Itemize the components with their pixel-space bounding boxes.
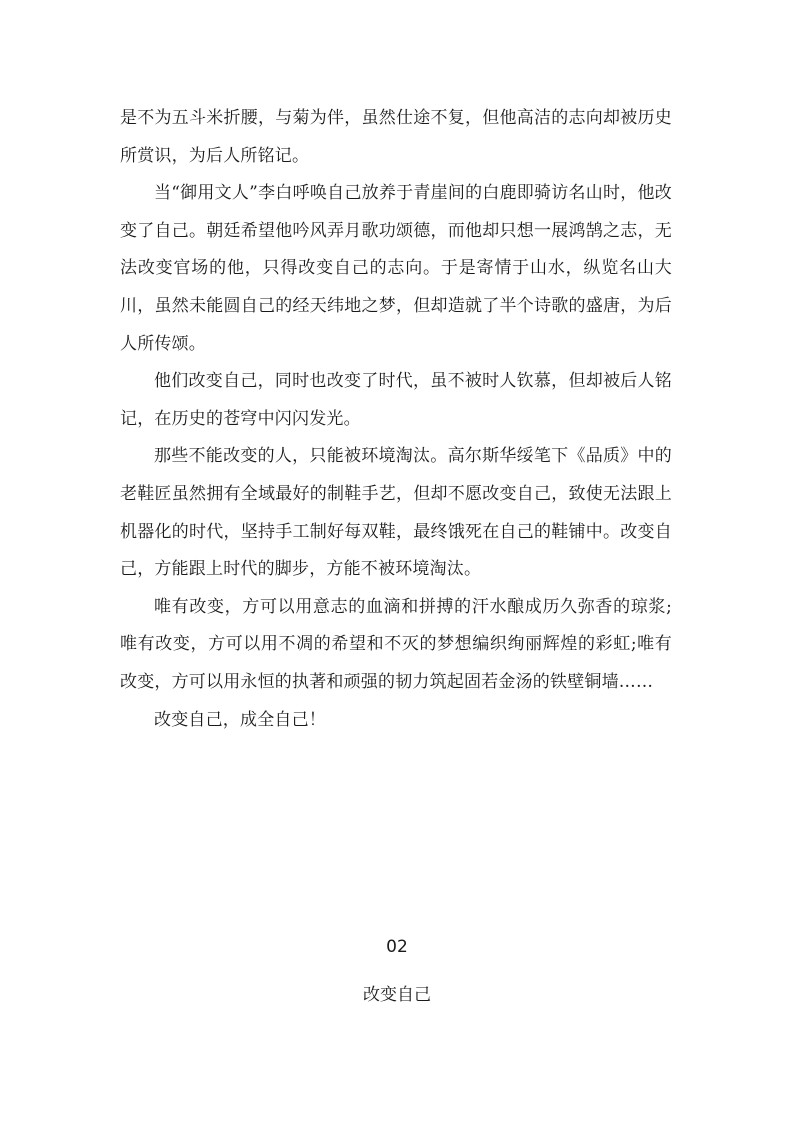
paragraph-only-change: 唯有改变，方可以用意志的血滴和拼搏的汗水酿成历久弥香的琼浆;唯有改变，方可以用不凋的希望和不灭的梦想编织绚丽辉煌的彩虹;唯有改变，方可以用永恒的执著和顽强的韧力筑起固若金汤的铁壁铜墙…… [120, 596, 672, 692]
paragraph-change-era: 他们改变自己，同时也改变了时代，虽不被时人钦慕，但却被后人铭记，在历史的苍穹中闪闪发光。 [120, 371, 672, 429]
paragraph-continuation: 是不为五斗米折腰，与菊为伴，虽然仕途不复，但他高洁的志向却被历史所赏识，为后人所铭记。 [120, 108, 672, 166]
essay-body [120, 100, 672, 739]
section-number: 02 [386, 937, 408, 957]
paragraph-li-bai: 当“御用文人”李白呼唤自己放养于青崖间的白鹿即骑访名山时，他改变了自己。朝廷希望他吟风弄月歌功颂德，而他却只想一展鸿鹄之志，无法改变官场的他，只得改变自己的志向。于是寄情于山水，纵览名山大川，虽然未能圆自己的经天纬地之梦，但却造就了半个诗歌的盛唐，为后人所传颂。 [120, 183, 672, 354]
paragraph-conclusion: 改变自己，成全自己！ [154, 709, 326, 730]
section-title: 改变自己 [363, 985, 431, 1005]
paragraph-shoemaker: 那些不能改变的人，只能被环境淘汰。高尔斯华绥笔下《品质》中的老鞋匠虽然拥有全域最好的制鞋手艺，但却不愿改变自己，致使无法跟上机器化的时代，坚持手工制好每双鞋，最终饿死在自己的鞋铺中。改变自己，方能跟上时代的脚步，方能不被环境淘汰。 [120, 446, 672, 580]
